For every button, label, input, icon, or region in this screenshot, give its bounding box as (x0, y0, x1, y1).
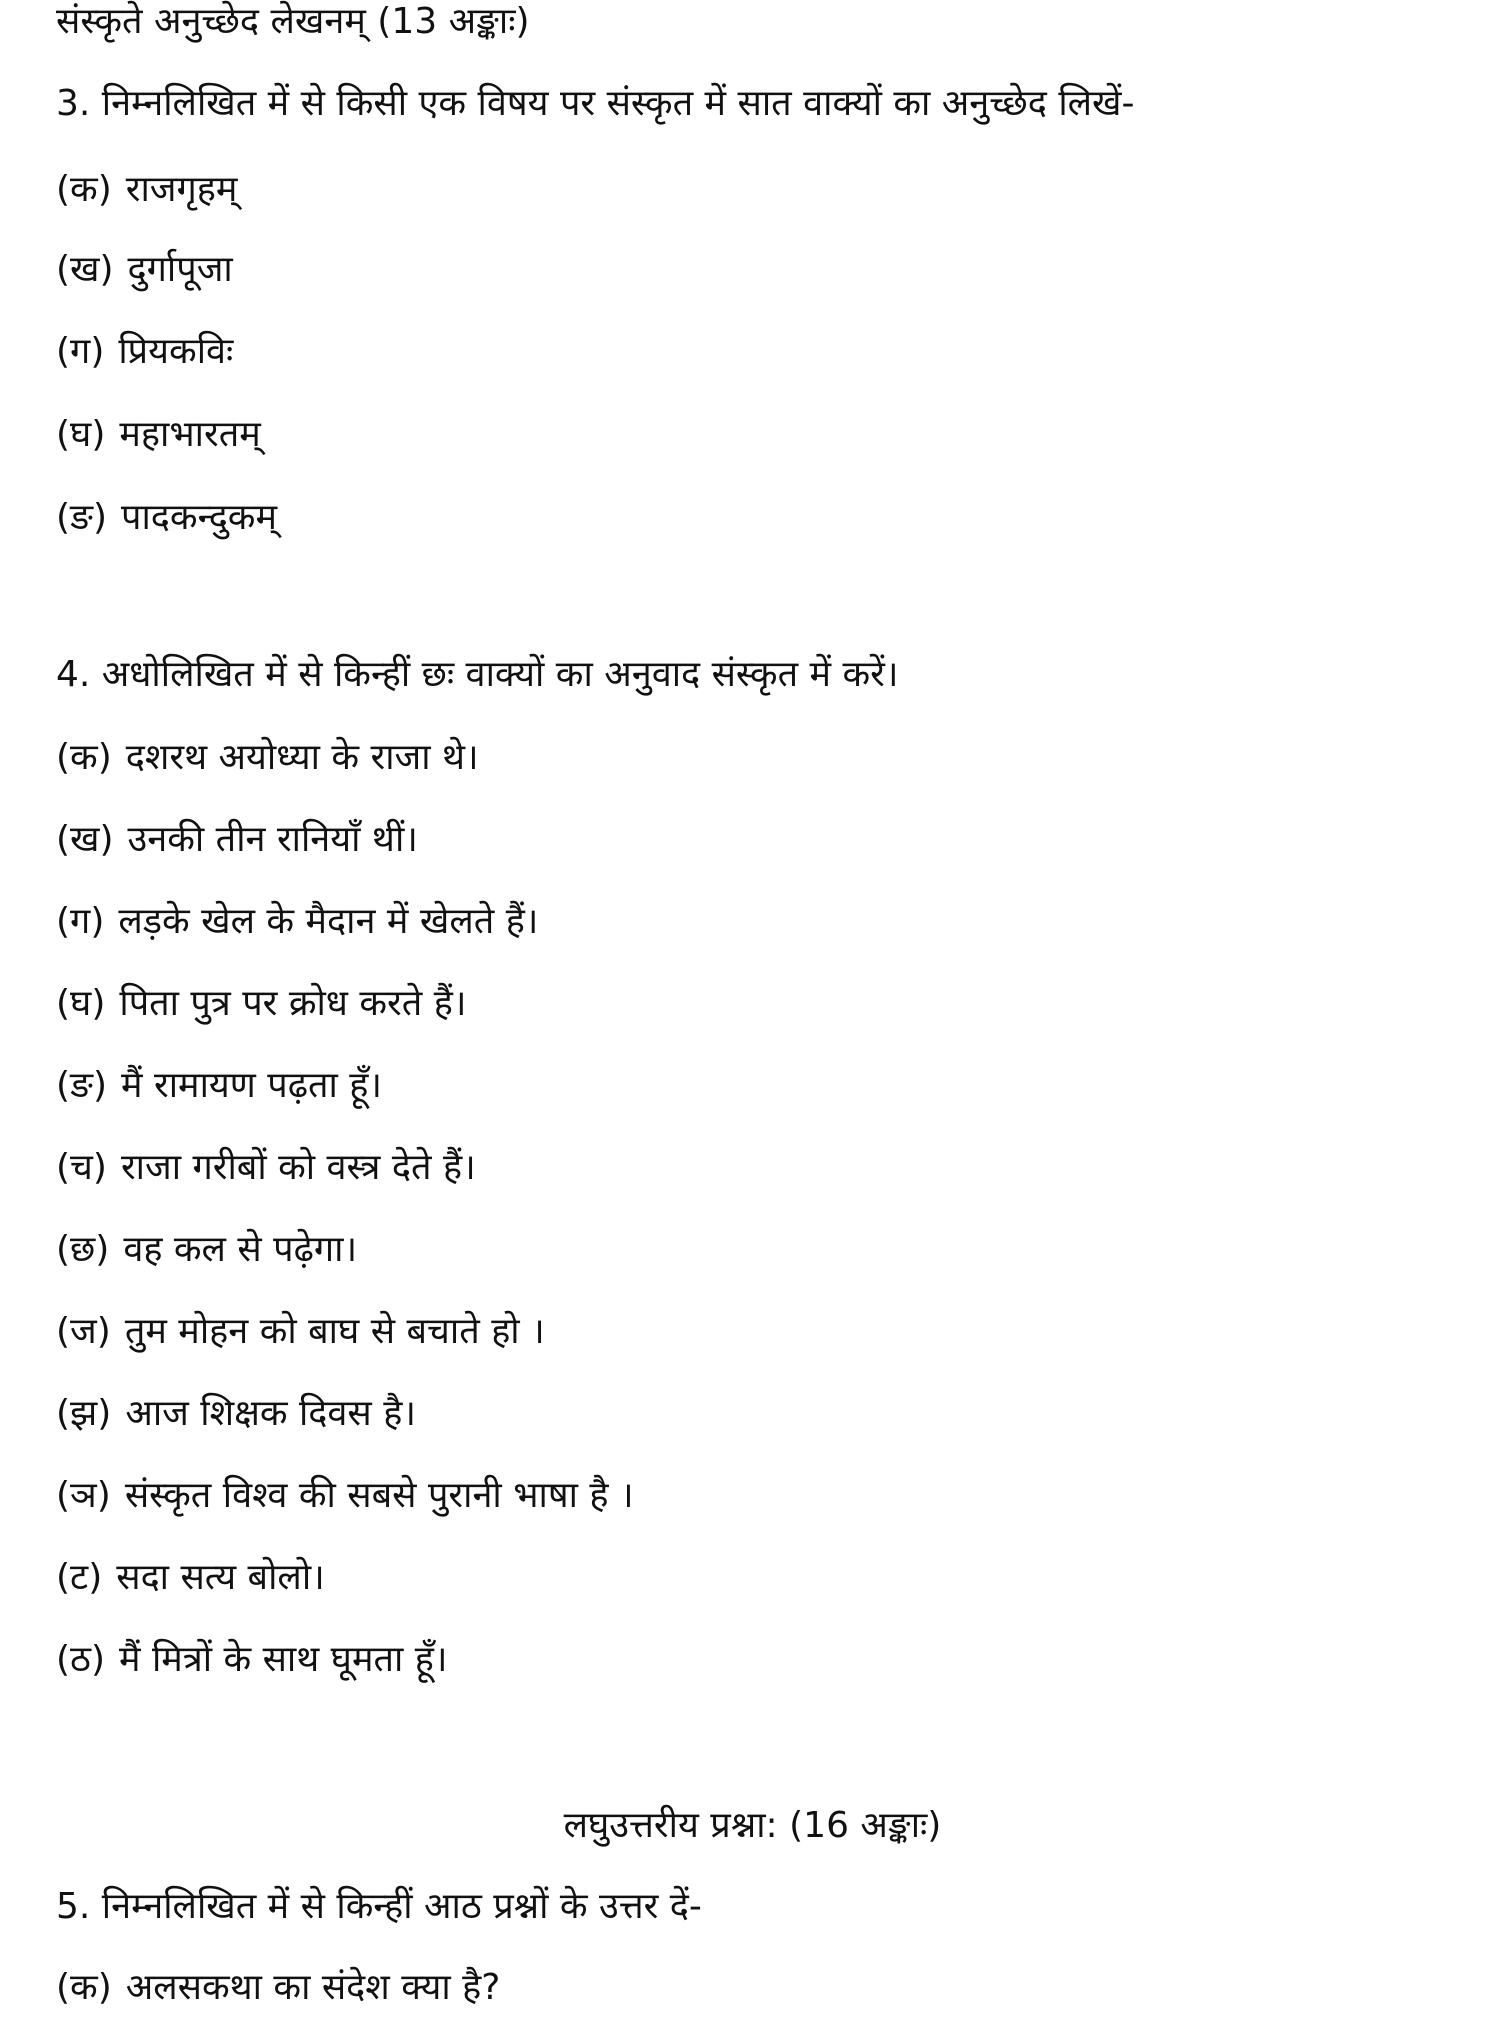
option-item (56, 492, 277, 544)
short-question-item (56, 1962, 500, 2014)
sentence-label: (झ) (56, 1393, 112, 1434)
sentence-label: (क) (56, 737, 112, 778)
sentence-label: (ट) (56, 1557, 103, 1598)
option-item (56, 244, 233, 296)
sentence-text: वह कल से पढ़ेगा। (123, 1229, 358, 1270)
sentence-text: मैं मित्रों के साथ घूमता हूँ। (119, 1639, 448, 1680)
sentence-text: उनकी तीन रानियाँ थीं। (127, 819, 418, 860)
option-label: (ग) (56, 331, 105, 372)
option-text: महाभारतम् (119, 414, 261, 455)
option-label: (ङ) (56, 497, 108, 538)
short-question-text: अलसकथा का संदेश क्या है? (125, 1967, 501, 2008)
question-4: 4. अधोलिखित में से किन्हीं छः वाक्यों का अनुवाद संस्कृत में करें। (56, 654, 899, 695)
sentence-text: राजा गरीबों को वस्त्र देते हैं। (120, 1147, 476, 1188)
sentence-item (56, 1060, 382, 1112)
sentence-text: तुम मोहन को बाघ से बचाते हो । (124, 1311, 545, 1352)
question-3: 3. निम्नलिखित में से किसी एक विषय पर संस्कृत में सात वाक्यों का अनुच्छेद लिखें- (56, 83, 1135, 124)
sentence-item (56, 1388, 416, 1440)
sentence-label: (ञ) (56, 1475, 111, 1516)
sentence-item (56, 1224, 357, 1276)
sentence-label: (च) (56, 1147, 107, 1188)
sentence-label: (ग) (56, 901, 105, 942)
sentence-label: (ङ) (56, 1065, 108, 1106)
sentence-text: सदा सत्य बोलो। (116, 1557, 325, 1598)
sentence-text: पिता पुत्र पर क्रोध करते हैं। (119, 983, 467, 1024)
sentence-item (56, 896, 538, 948)
sentence-label: (छ) (56, 1229, 110, 1270)
option-text: दुर्गापूजा (127, 249, 233, 290)
sentence-text: संस्कृत विश्व की सबसे पुरानी भाषा है । (124, 1475, 634, 1516)
option-item (56, 164, 237, 216)
question-5: 5. निम्नलिखित में से किन्हीं आठ प्रश्नों के उत्तर दें- (56, 1886, 702, 1927)
sentence-label: (ख) (56, 819, 114, 860)
sentence-label: (ठ) (56, 1639, 106, 1680)
option-text: राजगृहम् (125, 169, 238, 210)
sentence-text: दशरथ अयोध्या के राजा थे। (125, 737, 479, 778)
sentence-item (56, 1142, 476, 1194)
sentence-label: (घ) (56, 983, 106, 1024)
option-text: प्रियकविः (118, 331, 234, 372)
sentence-text: लड़के खेल के मैदान में खेलते हैं। (118, 901, 539, 942)
option-text: पादकन्दुकम् (121, 497, 277, 538)
paragraph-section-heading: संस्कृते अनुच्छेद लेखनम् (13 अङ्काः) (56, 1, 530, 42)
option-label: (घ) (56, 414, 106, 455)
option-item (56, 409, 261, 461)
short-answer-section-heading: लघुउत्तरीय प्रश्ना: (16 अङ्काः) (563, 1805, 942, 1846)
sentence-text: आज शिक्षक दिवस है। (125, 1393, 416, 1434)
short-question-label: (क) (56, 1967, 112, 2008)
sentence-item (56, 978, 466, 1030)
sentence-item (56, 1306, 545, 1358)
option-item (56, 326, 233, 378)
sentence-item (56, 1470, 634, 1522)
sentence-item (56, 1634, 448, 1686)
sentence-text: मैं रामायण पढ़ता हूँ। (121, 1065, 383, 1106)
option-label: (ख) (56, 249, 114, 290)
sentence-label: (ज) (56, 1311, 111, 1352)
sentence-item (56, 814, 418, 866)
sentence-item (56, 1552, 325, 1604)
sentence-item (56, 732, 479, 784)
option-label: (क) (56, 169, 112, 210)
